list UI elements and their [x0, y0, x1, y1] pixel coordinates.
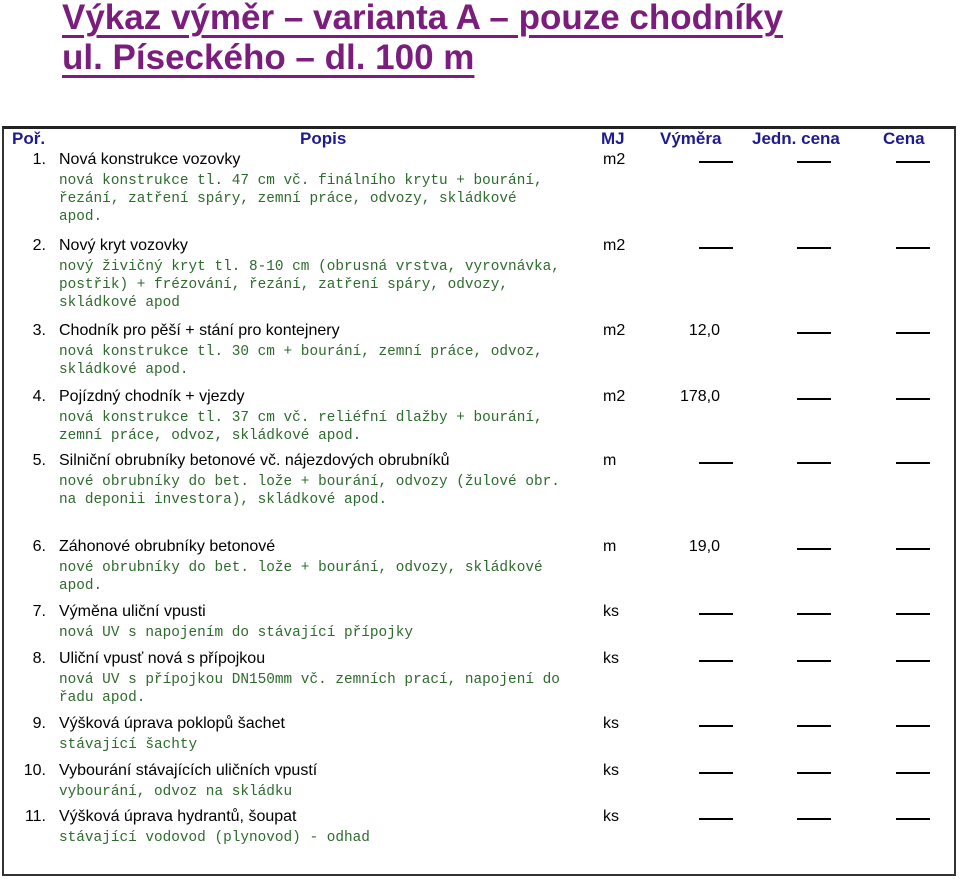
- row-unit: ks: [603, 650, 619, 667]
- row-number: 10.: [23, 762, 46, 779]
- row-quantity-dash: [699, 660, 733, 662]
- row-number: 7.: [32, 603, 46, 620]
- row-number: 5.: [32, 452, 46, 469]
- row-item-description: nové obrubníky do bet. lože + bourání, odvozy (žulové obr. na deponii investora), skládkové apod.: [59, 474, 560, 508]
- row-item-description: nová UV s přípojkou DN150mm vč. zemních prací, napojení do řadu apod.: [59, 672, 560, 706]
- row-item-description: nový živičný kryt tl. 8-10 cm (obrusná vrstva, vyrovnávka, postřik) + frézování, řezání, zatření spáry, odvozy, skládkové apod: [59, 259, 560, 311]
- row-unit: ks: [603, 715, 619, 732]
- row-item-name: Chodník pro pěší + stání pro kontejnery: [59, 322, 340, 339]
- row-item-description: nová konstrukce tl. 47 cm vč. finálního krytu + bourání, řezání, zatření spáry, zemní práce, odvozy, skládkové apod.: [59, 173, 543, 225]
- row-price-dash: [896, 247, 930, 249]
- row-quantity-dash: [699, 818, 733, 820]
- row-item-description: nová konstrukce tl. 30 cm + bourání, zemní práce, odvoz, skládkové apod.: [59, 344, 543, 378]
- row-number: 2.: [32, 237, 46, 254]
- row-item-name: Pojízdný chodník + vjezdy: [59, 388, 245, 405]
- row-number: 6.: [32, 538, 46, 555]
- row-number: 11.: [24, 808, 46, 825]
- row-item-description: nová konstrukce tl. 37 cm vč. reliéfní dlažby + bourání, zemní práce, odvoz, skládkové apod.: [59, 410, 543, 444]
- row-item-name: Vybourání stávajících uličních vpustí: [59, 762, 318, 779]
- row-quantity-dash: [699, 161, 733, 163]
- row-unit: ks: [603, 603, 619, 620]
- row-unit-price-dash: [797, 332, 831, 334]
- row-item-description: stávající šachty: [59, 737, 198, 753]
- row-price-dash: [896, 772, 930, 774]
- row-number: 4.: [32, 388, 46, 405]
- row-price-dash: [896, 818, 930, 820]
- row-item-name: Uliční vpusť nová s přípojkou: [59, 650, 266, 667]
- row-price-dash: [896, 332, 930, 334]
- row-number: 9.: [32, 715, 46, 732]
- row-quantity-dash: [699, 725, 733, 727]
- header-vymera: Výměra: [660, 129, 722, 148]
- row-unit: m2: [603, 322, 626, 339]
- row-quantity-dash: [699, 247, 733, 249]
- row-number: 3.: [32, 322, 46, 339]
- header-mj: MJ: [601, 129, 625, 148]
- row-unit: m: [603, 452, 617, 469]
- row-quantity-dash: [699, 772, 733, 774]
- row-price-dash: [896, 725, 930, 727]
- row-price-dash: [896, 660, 930, 662]
- row-unit: ks: [603, 808, 619, 825]
- row-item-description: stávající vodovod (plynovod) - odhad: [59, 830, 370, 846]
- row-quantity: 12,0: [688, 322, 720, 339]
- row-item-description: vybourání, odvoz na skládku: [59, 784, 293, 800]
- row-quantity-dash: [699, 613, 733, 615]
- row-item-name: Výšková úprava hydrantů, šoupat: [59, 808, 297, 825]
- header-por: Poř.: [12, 129, 46, 148]
- row-item-name: Výměna uliční vpusti: [59, 603, 206, 620]
- row-quantity: 19,0: [688, 538, 720, 555]
- row-price-dash: [896, 398, 930, 400]
- row-unit-price-dash: [797, 818, 831, 820]
- row-quantity-dash: [699, 462, 733, 464]
- page-title: Výkaz výměr – varianta A – pouze chodníky: [62, 0, 784, 37]
- row-unit: ks: [603, 762, 619, 779]
- row-number: 8.: [32, 650, 46, 667]
- row-quantity: 178,0: [679, 388, 720, 405]
- row-price-dash: [896, 161, 930, 163]
- row-unit-price-dash: [797, 660, 831, 662]
- header-cena: Cena: [883, 129, 925, 148]
- row-price-dash: [896, 613, 930, 615]
- row-item-name: Nová konstrukce vozovky: [59, 151, 241, 168]
- row-unit-price-dash: [797, 613, 831, 615]
- row-item-description: nová UV s napojením do stávající přípojky: [59, 625, 414, 641]
- row-unit-price-dash: [797, 161, 831, 163]
- row-unit-price-dash: [797, 462, 831, 464]
- page-subtitle: ul. Píseckého – dl. 100 m: [62, 38, 475, 77]
- row-unit-price-dash: [797, 772, 831, 774]
- row-unit-price-dash: [797, 247, 831, 249]
- row-unit-price-dash: [797, 725, 831, 727]
- row-unit: m2: [603, 151, 626, 168]
- row-number: 1.: [32, 151, 46, 168]
- row-item-name: Výšková úprava poklopů šachet: [59, 715, 285, 732]
- row-unit-price-dash: [797, 398, 831, 400]
- row-price-dash: [896, 548, 930, 550]
- row-unit: m: [603, 538, 617, 555]
- row-price-dash: [896, 462, 930, 464]
- row-unit-price-dash: [797, 548, 831, 550]
- row-item-name: Záhonové obrubníky betonové: [59, 538, 276, 555]
- row-unit: m2: [603, 237, 626, 254]
- row-item-name: Nový kryt vozovky: [59, 237, 188, 254]
- row-item-name: Silniční obrubníky betonové vč. nájezdových obrubníků: [59, 452, 450, 469]
- row-item-description: nové obrubníky do bet. lože + bourání, odvozy, skládkové apod.: [59, 560, 543, 594]
- header-popis: Popis: [300, 129, 347, 148]
- header-jedn-cena: Jedn. cena: [752, 129, 840, 148]
- row-unit: m2: [603, 388, 626, 405]
